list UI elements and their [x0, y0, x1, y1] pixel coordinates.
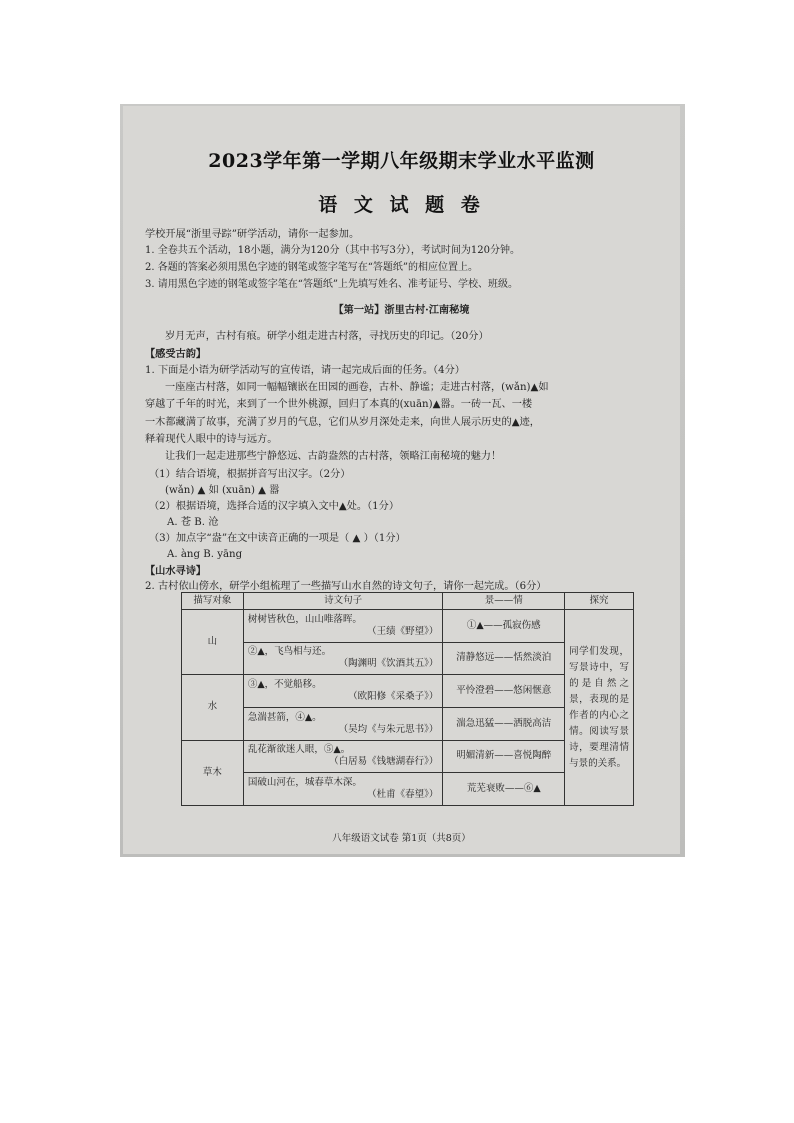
note-2: 2. 各题的答案必须用黑色字迹的钢笔或签字笔写在“答题纸”的相应位置上。 — [145, 262, 478, 273]
question-1-3-options: A. àng B. yāng — [167, 549, 243, 560]
header-lines: 诗文句子 — [243, 593, 443, 610]
scene-emotion: ①▲——孤寂伤感 — [443, 610, 565, 643]
station-intro: 岁月无声，古村有痕。研学小组走进古村落，寻找历史的印记。（20分） — [165, 331, 489, 342]
question-1-1: （1）结合语境，根据拼音写出汉字。（2分） — [149, 469, 351, 480]
explore-cell: 同学们发现，写景诗中，写的是自然之景，表现的是作者的内心之情。阅读写景诗，要理清情与景的关系。 — [565, 610, 634, 806]
question-1-3: （3）加点字“盎”在文中读音正确的一项是（ ▲ ）（1分） — [149, 533, 406, 544]
header-scene: 景——情 — [443, 593, 565, 610]
group-label-water: 水 — [182, 675, 244, 740]
table-header-row — [182, 593, 634, 610]
scene-emotion: 明媚清新——喜悦陶醉 — [443, 740, 565, 773]
note-3: 3. 请用黑色字迹的钢笔或签字笔在“答题纸”上先填写姓名、准考证号、学校、班级。 — [145, 279, 518, 290]
poem-source: （杜甫《春望》） — [367, 789, 439, 801]
intro-text: 学校开展“浙里寻踪”研学活动，请你一起参加。 — [145, 229, 360, 240]
poem-cell — [243, 642, 443, 675]
section-poems-heading: 【山水寻诗】 — [145, 565, 207, 577]
note-1: 1. 全卷共五个活动，18小题，满分为120分（其中书写3分），考试时间为120分钟。 — [145, 245, 520, 256]
poem-source: （陶渊明《饮酒其五》） — [338, 658, 439, 670]
passage-line-1: 一座座古村落，如同一幅幅镶嵌在田园的画卷，古朴、静谧；走进古村落，(wǎn)▲如 — [165, 382, 549, 393]
question-2: 2. 古村依山傍水，研学小组梳理了一些描写山水自然的诗文句子，请你一起完成。（6分） — [145, 581, 547, 592]
passage-line-2: 穿越了千年的时光，来到了一个世外桃源，回归了本真的(xuān)▲嚣。一砖一瓦、一楼 — [145, 399, 533, 410]
question-1: 1. 下面是小语为研学活动写的宣传语，请一起完成后面的任务。（4分） — [145, 365, 465, 376]
question-1-1-items: (wǎn) ▲ 如 (xuān) ▲ 嚣 — [165, 485, 280, 496]
poem-cell — [243, 707, 443, 740]
poem-source: （白居易《钱塘湖春行》） — [329, 756, 439, 768]
scene-emotion: 荒芜衰败——⑥▲ — [443, 773, 565, 806]
passage-line-5: 让我们一起走进那些宁静悠远、古韵盎然的古村落，领略江南秘境的魅力！ — [165, 451, 502, 462]
page-footer: 八年级语文试卷 第1页（共8页） — [332, 833, 471, 844]
group-label-plants: 草木 — [182, 740, 244, 805]
exam-subtitle: 语 文 试 题 卷 — [318, 194, 485, 216]
poem-table — [181, 592, 634, 806]
poem-cell — [243, 610, 443, 643]
group-label-mountain: 山 — [182, 610, 244, 675]
header-explore: 探究 — [565, 593, 634, 610]
station-heading: 【第一站】浙里古村·江南秘境 — [333, 304, 470, 316]
poem-line: ③▲，不觉船移。 — [247, 679, 322, 691]
poem-line: 急湍甚箭，④▲。 — [247, 711, 322, 723]
exam-title: 2023学年第一学期八年级期末学业水平监测 — [208, 150, 595, 172]
scene-emotion: 平怜澄碧——悠闲惬意 — [443, 675, 565, 708]
poem-cell — [243, 740, 443, 773]
passage-line-4: 释着现代人眼中的诗与远方。 — [145, 434, 278, 445]
poem-cell — [243, 773, 443, 806]
poem-source: （吴均《与朱元思书》） — [338, 723, 439, 735]
poem-source: （欧阳修《采桑子》） — [348, 691, 439, 703]
poem-source: （王绩《野望》） — [367, 625, 439, 637]
scene-emotion: 湍急迅猛——洒脱高洁 — [443, 707, 565, 740]
poem-line: ②▲，飞鸟相与还。 — [247, 646, 332, 658]
table-row — [182, 610, 634, 643]
question-1-2-options: A. 苍 B. 沧 — [167, 517, 219, 528]
header-object: 描写对象 — [182, 593, 244, 610]
scanned-photo — [120, 104, 685, 857]
poem-line: 树树皆秋色，山山唯落晖。 — [247, 613, 362, 625]
poem-line: 国破山河在，城春草木深。 — [247, 777, 362, 789]
section-ancient-heading: 【感受古韵】 — [145, 348, 207, 360]
question-1-2: （2）根据语境，选择合适的汉字填入文中▲处。（1分） — [149, 501, 400, 512]
poem-line: 乱花渐欲迷人眼，⑤▲。 — [247, 744, 351, 756]
passage-line-3: 一木都藏满了故事，充满了岁月的气息，它们从岁月深处走来，向世人展示历史的▲迹， — [145, 417, 540, 428]
scene-emotion: 清静悠远——恬然淡泊 — [443, 642, 565, 675]
exam-paper — [123, 106, 680, 854]
poem-cell — [243, 675, 443, 708]
